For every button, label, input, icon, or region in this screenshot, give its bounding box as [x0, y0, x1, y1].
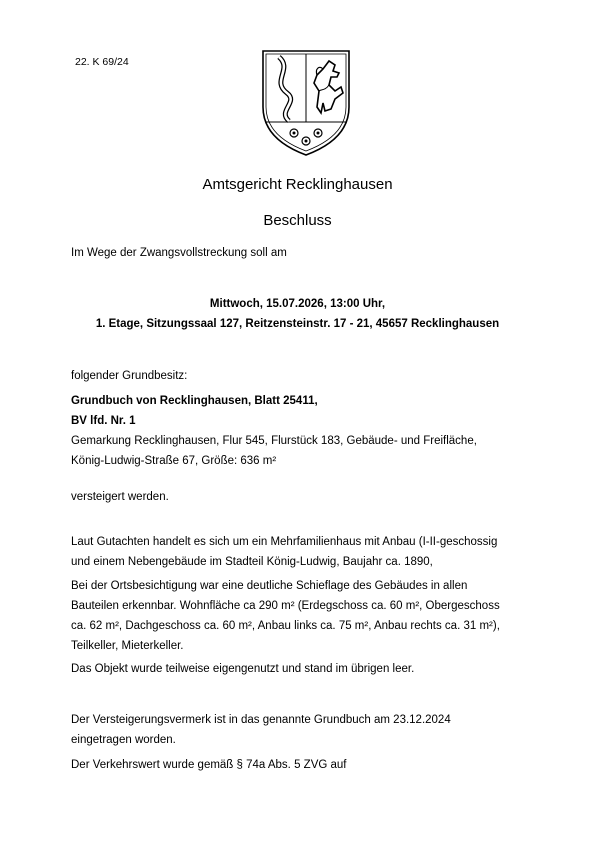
- inspection-line-2: Bauteilen erkennbar. Wohnfläche ca 290 m² (Erdegschoss ca. 60 m², Obergeschoss: [71, 600, 500, 612]
- expertise-line-2: und einem Nebengebäude im Stadteil König-Ludwig, Baujahr ca. 1890,: [71, 556, 433, 568]
- file-number: 22. K 69/24: [75, 56, 129, 68]
- register-note-line-1: Der Versteigerungsvermerk ist in das genannte Grundbuch am 23.12.2024: [71, 714, 451, 726]
- property-description-line-2: König-Ludwig-Straße 67, Größe: 636 m²: [71, 455, 277, 467]
- usage-text: Das Objekt wurde teilweise eigengenutzt und stand im übrigen leer.: [71, 663, 415, 675]
- appointment-location: 1. Etage, Sitzungssaal 127, Reitzensteinstr. 17 - 21, 45657 Recklinghausen: [95, 318, 500, 330]
- nrw-coat-of-arms-icon: [259, 47, 353, 159]
- expertise-line-1: Laut Gutachten handelt es sich um ein Mehrfamilienhaus mit Anbau (I-II-geschossig: [71, 536, 498, 548]
- land-register: Grundbuch von Recklinghausen, Blatt 25411,: [71, 395, 318, 407]
- property-heading: folgender Grundbesitz:: [71, 370, 188, 382]
- register-note-line-2: eingetragen worden.: [71, 734, 176, 746]
- appointment-datetime: Mittwoch, 15.07.2026, 13:00 Uhr,: [209, 298, 386, 310]
- court-name: Amtsgericht Recklinghausen: [202, 176, 393, 193]
- document-type: Beschluss: [263, 212, 332, 229]
- inspection-line-1: Bei der Ortsbesichtigung war eine deutliche Schieflage des Gebäudes in allen: [71, 580, 468, 592]
- intro-text: Im Wege der Zwangsvollstreckung soll am: [71, 247, 287, 259]
- inspection-line-3: ca. 62 m², Dachgeschoss ca. 60 m², Anbau links ca. 75 m², Anbau rechts ca. 31 m²),: [71, 620, 500, 632]
- auction-phrase: versteigert werden.: [71, 491, 169, 503]
- property-description-line-1: Gemarkung Recklinghausen, Flur 545, Flurstück 183, Gebäude- und Freifläche,: [71, 435, 477, 447]
- inspection-line-4: Teilkeller, Mieterkeller.: [71, 640, 184, 652]
- bv-number: BV lfd. Nr. 1: [71, 415, 136, 427]
- valuation-text: Der Verkehrswert wurde gemäß § 74a Abs. 5 ZVG auf: [71, 759, 347, 771]
